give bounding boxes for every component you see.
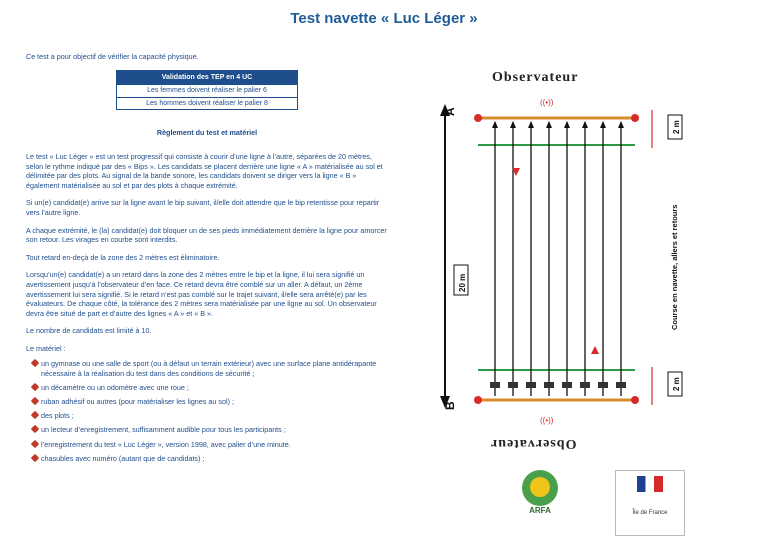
arfa-logo-icon (522, 470, 558, 506)
bullet-icon (31, 439, 39, 447)
left-column (26, 52, 388, 468)
bullet-icon (31, 411, 39, 419)
tep-row-men: Les hommes doivent réaliser le palier 8 (117, 97, 298, 110)
tep-table-header: Validation des TEP en 4 UC (117, 70, 298, 85)
list-item: un lecteur d’enregistrement, suffisamment audible pour tous les participants ; (32, 425, 388, 435)
observer-bottom-label: Observateur (490, 436, 577, 451)
paragraph-4: Tout retard en-deçà de la zone des 2 mètres est éliminatoire. (26, 252, 220, 262)
bullet-icon (31, 425, 39, 433)
speaker-icon: ((•)) (540, 416, 554, 425)
runners (490, 382, 626, 388)
logos (505, 470, 705, 540)
plot-icon (474, 396, 482, 404)
plot-icon (474, 114, 482, 122)
arfa-logo (515, 470, 565, 530)
label-a: A (443, 107, 457, 116)
paragraph-3: A chaque extrémité, le (la) candidat(e) doit bloquer un de ses pieds immédiatement derrière la ligne pour amorcer son retour. Les virages en courbe sont interdits. (26, 225, 387, 245)
bullet-icon (31, 397, 39, 405)
region-logo-text: Île de France (632, 510, 668, 516)
list-item: l’enregistrement du test « Luc Léger », version 1998, avec palier d’une minute. (32, 440, 388, 450)
runner-lanes (495, 122, 621, 396)
label-b: B (443, 401, 457, 410)
region-logo (615, 470, 685, 536)
list-item: des plots ; (32, 411, 388, 421)
direction-arrows (512, 168, 599, 354)
tep-row-women: Les femmes doivent réaliser le palier 6 (117, 85, 298, 98)
material-heading: Le matériel : (26, 343, 66, 353)
list-item: un décamètre ou un odomètre avec une roue ; (32, 383, 388, 393)
plot-icon (631, 396, 639, 404)
tep-table (116, 70, 298, 111)
diagram-svg (420, 60, 750, 460)
observer-top-label: Observateur (492, 70, 579, 85)
paragraph-2: Si un(e) candidat(e) arrive sur la ligne avant le bip suivant, il/elle doit attendre que le bip retentisse pour repartir vers l’autre ligne. (26, 198, 380, 217)
intro-text: Ce test a pour objectif de vérifier la capacité physique. (26, 52, 199, 61)
paragraph-6: Le nombre de candidats est limité à 10. (26, 326, 152, 336)
lane-arrowheads (492, 121, 624, 128)
flag-icon (637, 476, 663, 492)
list-item: un gymnase ou une salle de sport (ou à défaut un terrain extérieur) avec une surface plane antidérapante nécessaire à la réalisation du test dans des conditions de sécurité ; (32, 359, 388, 378)
zone-label-bottom: 2 m (672, 377, 681, 391)
rules-heading: Règlement du test et matériel (156, 128, 258, 138)
paragraph-1: Le test « Luc Léger » est un test progressif qui consiste à courir d’une ligne à l’autre, séparées de 20 mètres, selon le rythme indiqué par des « Bips ». Les candidats se placent derrière une ligne « A » matérialisée au sol et délimitée par des plots. Au signal de la bande sonore, les candidats doivent se diriger vers la ligne « B » également matérialisée au sol et par des plots à chaque extrémité. (26, 151, 383, 190)
shuttle-diagram (420, 60, 750, 460)
arfa-logo-text: ARFA (529, 506, 551, 515)
speaker-icon: ((•)) (540, 98, 554, 107)
side-text: Course en navette, allers et retours (670, 204, 679, 330)
page-title: Test navette « Luc Léger » (290, 10, 478, 27)
bullet-icon (31, 359, 39, 367)
bullet-icon (31, 383, 39, 391)
list-item: ruban adhésif ou autres (pour matérialiser les lignes au sol) ; (32, 397, 388, 407)
zone-label-top: 2 m (672, 120, 681, 134)
distance-label: 20 m (458, 273, 467, 292)
paragraph-5: Lorsqu’un(e) candidat(e) a un retard dans la zone des 2 mètres entre le bip et la ligne, il lui sera signifié un avertissement jusqu’à l’observateur d’en face. Ce retard devra être comblé sur un aller. A défaut, un 2ème avertissement lui sera signifié. Si le retard n’est pas comblé sur le trajet suivant, il/elle sera arrêté(e) par les évaluateurs. De chaque côté, la tolérance des 2 mètres sera matérialisée par une ligne au sol. Un observateur devra être situé de part et d’autre des lignes « A » et « B ». (26, 270, 377, 318)
materials-list (32, 359, 388, 463)
list-item: chasubles avec numéro (autant que de candidats) ; (32, 454, 388, 464)
plot-icon (631, 114, 639, 122)
bullet-icon (31, 453, 39, 461)
